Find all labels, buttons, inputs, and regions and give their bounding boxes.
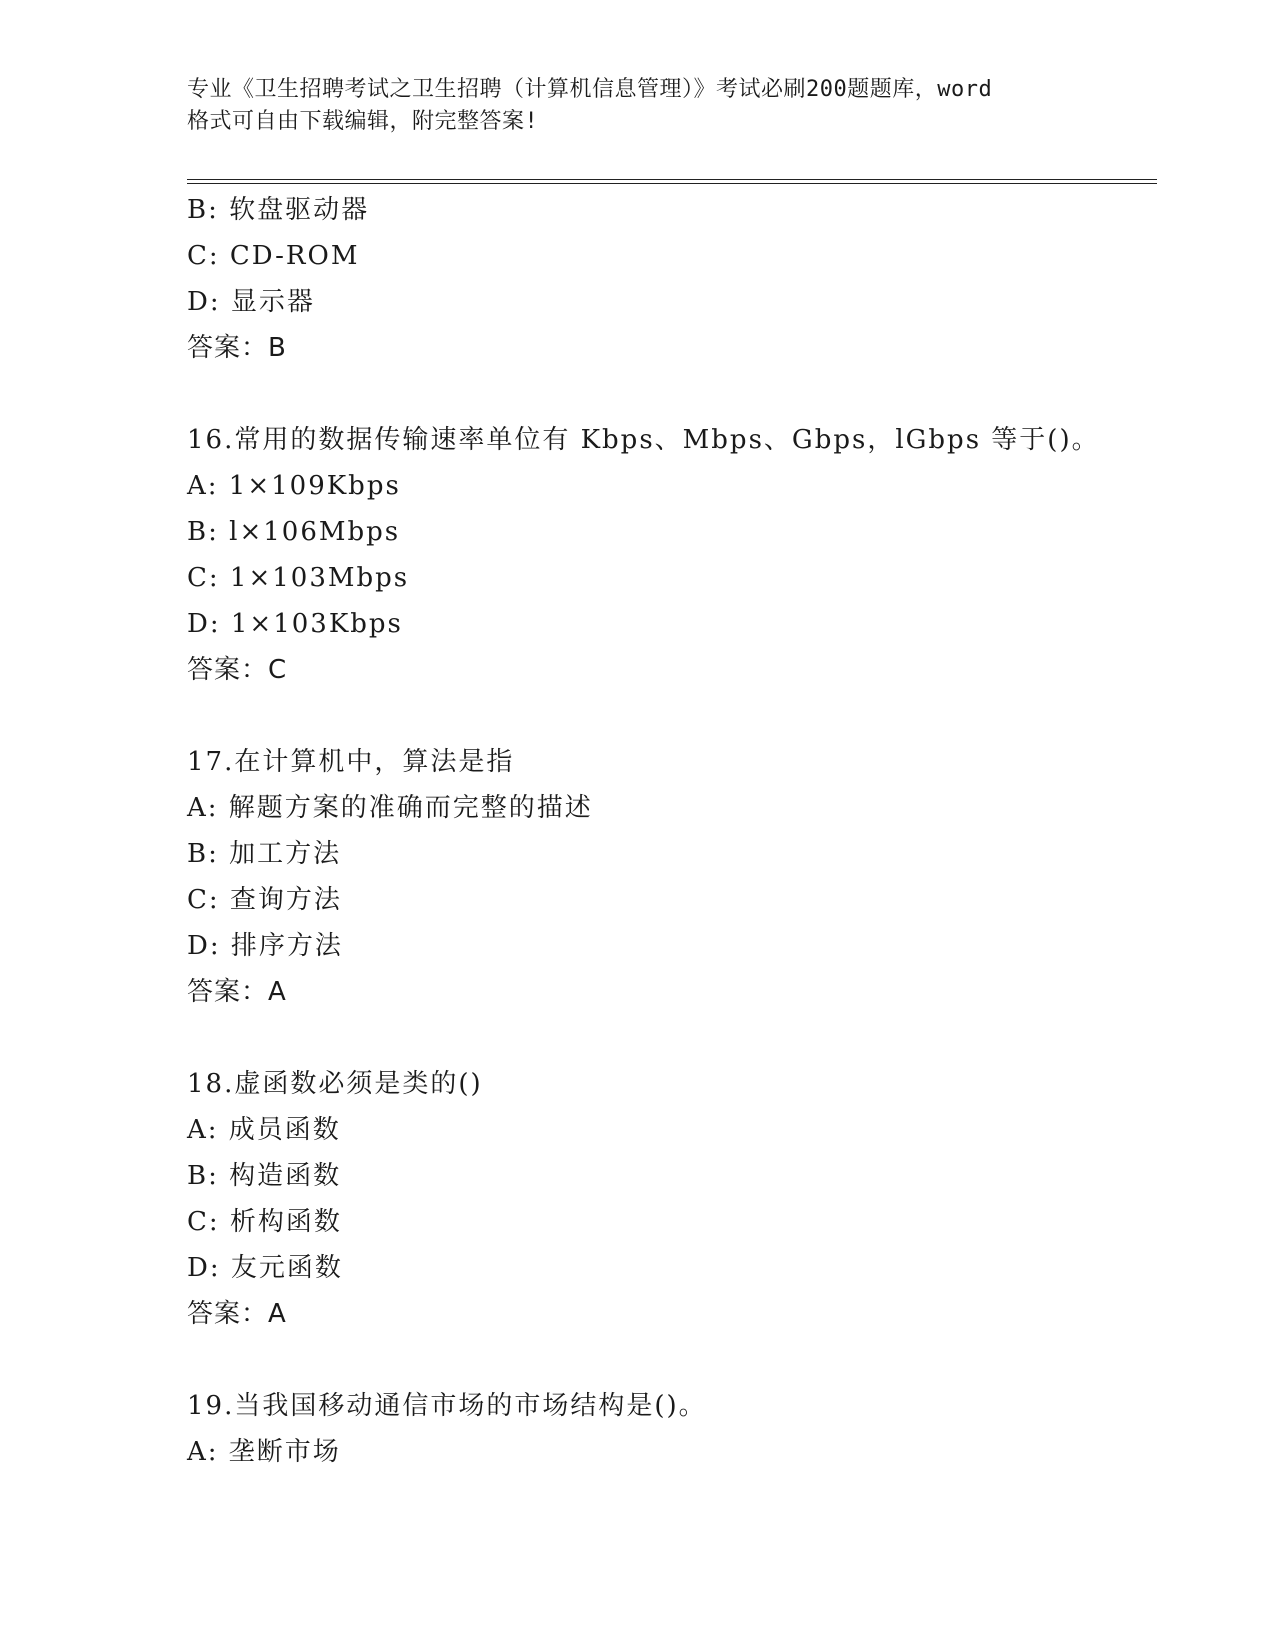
question-18: [187, 1061, 1147, 1337]
option-a: A: 1×109Kbps: [187, 471, 401, 501]
option-b: B: l×106Mbps: [187, 517, 401, 547]
header-divider-bottom: [187, 183, 1157, 184]
question-stem: 18.虚函数必须是类的(): [187, 1069, 483, 1099]
option-a: A: 成员函数: [187, 1115, 341, 1145]
option-d: D: 排序方法: [187, 931, 343, 961]
option-b: B: 构造函数: [187, 1161, 342, 1191]
question-15-tail: [187, 187, 1147, 371]
option-b: B: 加工方法: [187, 839, 342, 869]
option-b: B: 软盘驱动器: [187, 195, 370, 225]
option-d: D: 1×103Kbps: [187, 609, 403, 639]
spacer: [187, 371, 1147, 417]
header-divider-top: [187, 179, 1157, 180]
answer-line: 答案：B: [187, 333, 287, 363]
question-stem: 17.在计算机中，算法是指: [187, 747, 515, 777]
option-a: A: 垄断市场: [187, 1437, 341, 1467]
spacer: [187, 1015, 1147, 1061]
answer-line: 答案：A: [187, 1299, 287, 1329]
document-header: [187, 74, 1087, 138]
question-19: [187, 1383, 1147, 1475]
spacer: [187, 693, 1147, 739]
option-d: D: 显示器: [187, 287, 315, 317]
question-17: [187, 739, 1147, 1015]
question-list: [187, 187, 1147, 1475]
question-stem: 19.当我国移动通信市场的市场结构是()。: [187, 1391, 707, 1421]
header-line-1: 专业《卫生招聘考试之卫生招聘（计算机信息管理）》考试必刷200题题库，word: [187, 77, 993, 102]
option-c: C: 1×103Mbps: [187, 563, 410, 593]
option-a: A: 解题方案的准确而完整的描述: [187, 793, 593, 823]
option-c: C: CD-ROM: [187, 241, 360, 271]
option-c: C: 查询方法: [187, 885, 342, 915]
answer-line: 答案：A: [187, 977, 287, 1007]
option-d: D: 友元函数: [187, 1253, 343, 1283]
option-c: C: 析构函数: [187, 1207, 342, 1237]
spacer: [187, 1337, 1147, 1383]
header-line-2: 格式可自由下载编辑，附完整答案!: [187, 109, 539, 134]
question-16: [187, 417, 1147, 693]
question-stem: 16.常用的数据传输速率单位有 Kbps、Mbps、Gbps，lGbps 等于()。: [187, 425, 1100, 455]
answer-line: 答案：C: [187, 655, 288, 685]
